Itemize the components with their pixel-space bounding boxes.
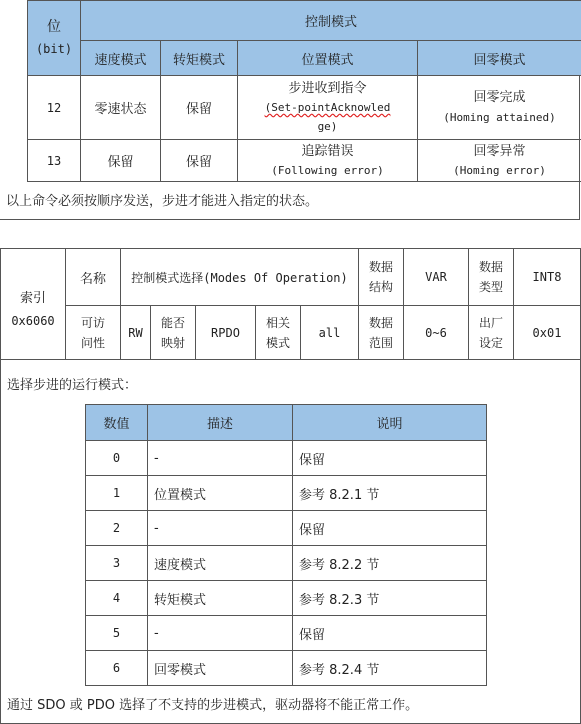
mode-value: 2 <box>86 511 148 546</box>
torque-cell: 保留 <box>161 140 238 182</box>
default-value: 0x01 <box>514 306 581 360</box>
table-row <box>86 441 487 476</box>
access-label <box>66 306 121 360</box>
mode-desc: 转矩模式 <box>148 581 293 616</box>
position-cell <box>238 140 418 182</box>
mode-note: 保留 <box>293 511 487 546</box>
bit-header-unit: (bit) <box>35 42 73 56</box>
mode-value: 0 <box>86 441 148 476</box>
bit-table-block <box>0 0 580 220</box>
struct-label-line1: 数据 <box>368 260 393 274</box>
mode-note: 参考 8.2.2 节 <box>293 546 487 581</box>
range-value: 0~6 <box>404 306 469 360</box>
struct-label-line2: 结构 <box>368 280 393 294</box>
position-cell <box>238 76 418 140</box>
mode-value: 5 <box>86 616 148 651</box>
mode-intro: 选择步进的运行模式： <box>7 378 138 393</box>
mode-desc: - <box>148 616 293 651</box>
mode-desc: 速度模式 <box>148 546 293 581</box>
mode-note: 参考 8.2.4 节 <box>293 651 487 686</box>
index-value: 0x6060 <box>11 314 55 328</box>
type-value: INT8 <box>514 249 581 306</box>
index-label: 索引 <box>19 291 46 306</box>
object-block <box>0 248 581 724</box>
bit-status-table <box>27 0 581 182</box>
access-label-line1: 可访 <box>80 315 105 330</box>
table-row <box>86 651 487 686</box>
table-row <box>86 546 487 581</box>
default-label-line1: 出厂 <box>478 315 503 330</box>
homing-title: 回零完成 <box>473 90 526 105</box>
bit-header-label: 位 <box>47 19 61 35</box>
speed-cell: 保留 <box>81 140 161 182</box>
map-value: RPDO <box>196 306 256 360</box>
position-title: 追踪错误 <box>301 143 354 159</box>
col-homing-mode: 回零模式 <box>418 41 581 76</box>
mode-col-desc: 描述 <box>148 405 293 441</box>
name-value: 控制模式选择(Modes Of Operation) <box>121 249 359 306</box>
mode-note: 保留 <box>293 441 487 476</box>
table-row <box>86 511 487 546</box>
col-position-mode: 位置模式 <box>238 41 418 76</box>
sequence-note: 以上命令必须按顺序发送，步进才能进入指定的状态。 <box>6 194 319 209</box>
table-row <box>28 76 581 140</box>
mode-col-note: 说明 <box>293 405 487 441</box>
struct-label <box>359 249 404 306</box>
mode-desc: - <box>148 441 293 476</box>
type-label <box>469 249 514 306</box>
range-label <box>359 306 404 360</box>
mode-value: 4 <box>86 581 148 616</box>
name-label: 名称 <box>66 249 121 306</box>
table-row <box>28 140 581 182</box>
homing-cell <box>418 76 581 140</box>
mode-desc: 位置模式 <box>148 476 293 511</box>
default-label <box>469 306 514 360</box>
related-label <box>256 306 301 360</box>
access-value: RW <box>121 306 151 360</box>
type-label-line2: 类型 <box>478 280 503 294</box>
speed-cell: 零速状态 <box>81 76 161 140</box>
related-label-line1: 相关 <box>265 315 290 330</box>
type-label-line1: 数据 <box>478 260 503 274</box>
homing-title: 回零异常 <box>473 143 526 159</box>
range-label-line2: 范围 <box>368 335 393 350</box>
col-speed-mode: 速度模式 <box>81 41 161 76</box>
homing-cell <box>418 140 581 182</box>
homing-english: (Homing attained) <box>443 111 556 124</box>
object-attribute-table <box>0 248 581 360</box>
col-torque-mode: 转矩模式 <box>161 41 238 76</box>
mode-footer-note: 通过 SDO 或 PDO 选择了不支持的步进模式，驱动器将不能正常工作。 <box>7 698 419 713</box>
map-label-line2: 映射 <box>160 335 185 350</box>
position-title: 步进收到指令 <box>288 81 367 96</box>
map-label-line1: 能否 <box>160 315 185 330</box>
bit-header <box>28 1 81 76</box>
mode-desc: - <box>148 511 293 546</box>
position-english: (Following error) <box>271 163 384 177</box>
table-row <box>86 476 487 511</box>
mode-note: 参考 8.2.1 节 <box>293 476 487 511</box>
mode-col-value: 数值 <box>86 405 148 441</box>
position-english: (Set-pointAcknowled <box>264 101 391 114</box>
related-value: all <box>301 306 359 360</box>
mode-value: 6 <box>86 651 148 686</box>
related-label-line2: 模式 <box>265 335 290 350</box>
mode-value: 3 <box>86 546 148 581</box>
table-row <box>86 581 487 616</box>
map-label <box>151 306 196 360</box>
default-label-line2: 设定 <box>478 335 503 350</box>
access-label-line2: 问性 <box>80 335 105 350</box>
mode-value: 1 <box>86 476 148 511</box>
range-label-line1: 数据 <box>368 315 393 330</box>
mode-note: 保留 <box>293 616 487 651</box>
control-mode-header: 控制模式 <box>81 1 581 41</box>
mode-table <box>85 404 487 686</box>
index-cell <box>1 249 66 360</box>
position-english-cont: ge) <box>317 120 338 133</box>
mode-desc: 回零模式 <box>148 651 293 686</box>
torque-cell: 保留 <box>161 76 238 140</box>
bit-cell: 12 <box>28 76 81 140</box>
bit-cell: 13 <box>28 140 81 182</box>
table-row <box>86 616 487 651</box>
homing-english: (Homing error) <box>453 163 546 177</box>
mode-note: 参考 8.2.3 节 <box>293 581 487 616</box>
struct-value: VAR <box>404 249 469 306</box>
